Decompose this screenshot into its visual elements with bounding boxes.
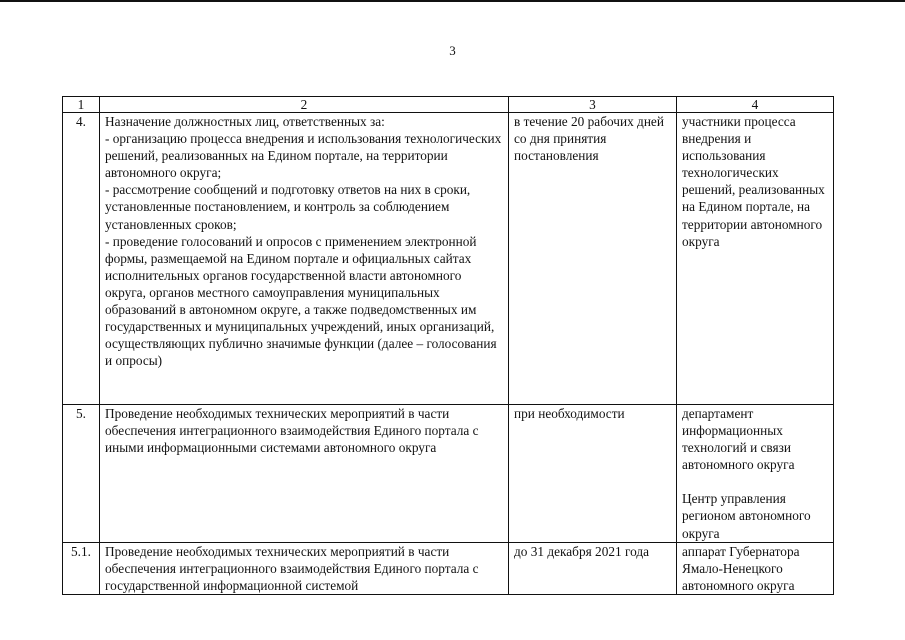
responsible-entry: аппарат Губернатора Ямало-Ненецкого автономного округа	[682, 544, 800, 594]
responsible-entry: департамент информационных технологий и связи автономного округа	[682, 406, 795, 473]
row-deadline: при необходимости	[509, 405, 677, 543]
row-responsible	[677, 113, 834, 405]
page-number: 3	[449, 43, 456, 58]
table-row-4	[63, 113, 834, 405]
top-border-line	[0, 0, 905, 2]
row-description	[100, 543, 509, 595]
row-number: 5.1.	[63, 543, 100, 595]
description-paragraph: - проведение голосований и опросов с применением электронной формы, размещаемой на Едином портале и официальных сайтах исполнительных органов государственной власти автономного округа, органов местного самоуправления муниципальных образований в автономном округе, а также подведомственных им государственных и муниципальных учреждений, иных организаций, осуществляющих публично значимые функции (далее – голосования и опросы)	[105, 233, 497, 369]
table-header-row	[63, 97, 834, 113]
row-responsible	[677, 405, 834, 543]
description-paragraph: Назначение должностных лиц, ответственных за:	[105, 114, 385, 129]
table-row-5-1	[63, 543, 834, 595]
description-paragraph: - рассмотрение сообщений и подготовку ответов на них в сроки, установленные постановлением, и контроль за соблюдением установленных сроков;	[105, 182, 471, 232]
header-cell-2: 2	[100, 97, 509, 113]
header-cell-1: 1	[63, 97, 100, 113]
description-paragraph: - организацию процесса внедрения и использования технологических решений, реализованных на Едином портале, на территории автономного округа;	[105, 131, 502, 181]
row-responsible	[677, 543, 834, 595]
responsible-entry: участники процесса внедрения и использования технологических решений, реализованных на Едином портале, на территории автономного округа	[682, 114, 825, 249]
row-description	[100, 405, 509, 543]
description-paragraph: Проведение необходимых технических мероприятий в части обеспечения интеграционного взаимодействия Единого портала с иными информационными системами автономного округа	[105, 406, 479, 456]
header-cell-4: 4	[677, 97, 834, 113]
measures-table	[62, 96, 834, 595]
table-row-5	[63, 405, 834, 543]
row-deadline: в течение 20 рабочих дней со дня принятия постановления	[509, 113, 677, 405]
header-cell-3: 3	[509, 97, 677, 113]
responsible-entry: Центр управления регионом автономного округа	[682, 491, 811, 541]
row-deadline: до 31 декабря 2021 года	[509, 543, 677, 595]
row-number: 4.	[63, 113, 100, 405]
row-description	[100, 113, 509, 405]
description-paragraph: Проведение необходимых технических мероприятий в части обеспечения интеграционного взаимодействия Единого портала с государственной информационной системой	[105, 544, 479, 594]
row-number: 5.	[63, 405, 100, 543]
paragraph-spacer	[682, 473, 829, 490]
